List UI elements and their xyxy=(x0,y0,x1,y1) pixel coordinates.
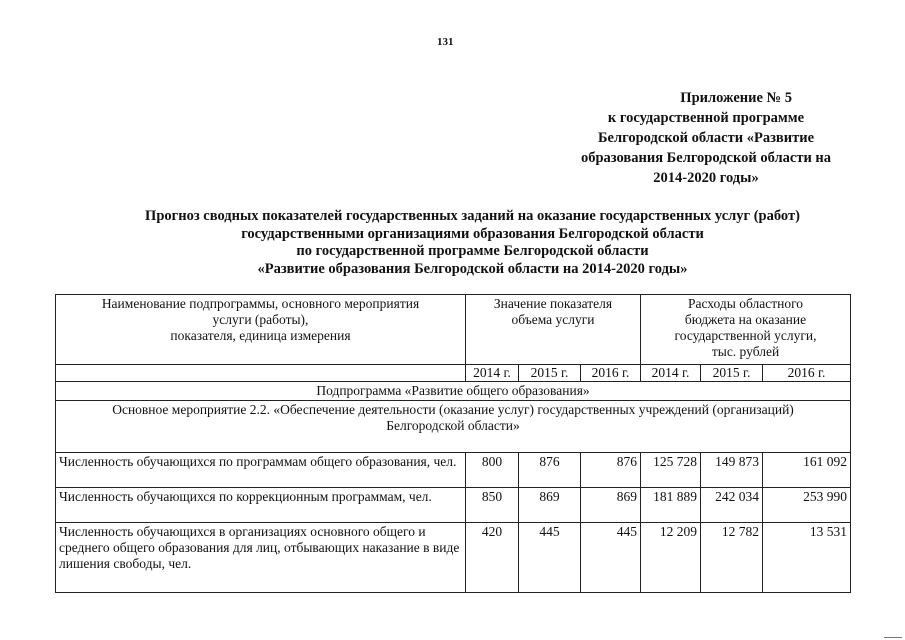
table-row xyxy=(56,453,851,488)
appendix-line: Приложение № 5 xyxy=(680,90,792,106)
header-line: услуги (работы), xyxy=(212,312,309,327)
subprogram-cell: Подпрограмма «Развитие общего образования» xyxy=(56,382,851,401)
volume-2015: 869 xyxy=(519,488,581,523)
row-label: Численность обучающихся по коррекционным программам, чел. xyxy=(56,488,466,523)
subprogram-row xyxy=(56,382,851,401)
empty-cell xyxy=(56,365,466,382)
volume-2015: 876 xyxy=(519,453,581,488)
appendix-heading xyxy=(560,88,852,188)
row-label: Численность обучающихся в организациях основного общего и среднего общего образования для лиц, отбывающих наказание в виде лишения свободы, чел. xyxy=(56,523,466,593)
main-event-line: Основное мероприятие 2.2. «Обеспечение деятельности (оказание услуг) государственных учреждений (организаций) xyxy=(112,402,794,417)
page-number: 131 xyxy=(437,36,454,48)
year-cell: 2014 г. xyxy=(641,365,701,382)
title-line: государственными организациями образования Белгородской области xyxy=(241,225,704,242)
appendix-line: к государственной программе xyxy=(607,110,805,126)
expense-2015: 12 782 xyxy=(701,523,763,593)
header-line: Расходы областного xyxy=(687,296,804,311)
volume-2014: 850 xyxy=(466,488,519,523)
appendix-line: 2014-2020 годы» xyxy=(653,170,759,186)
year-cell: 2016 г. xyxy=(581,365,641,382)
header-name-cell xyxy=(56,295,466,365)
header-line: Значение показателя xyxy=(493,296,613,311)
years-row xyxy=(56,365,851,382)
expense-2015: 242 034 xyxy=(701,488,763,523)
appendix-line: образования Белгородской области на xyxy=(580,150,832,166)
header-line: объема услуги xyxy=(511,312,595,327)
table-row xyxy=(56,488,851,523)
main-event-line: Белгородской области» xyxy=(386,418,520,433)
indicators-table xyxy=(55,294,851,593)
year-cell: 2015 г. xyxy=(701,365,763,382)
year-cell: 2015 г. xyxy=(519,365,581,382)
appendix-line: Белгородской области «Развитие xyxy=(597,130,815,146)
volume-2014: 420 xyxy=(466,523,519,593)
header-line: государственной услуги, xyxy=(674,328,817,343)
expense-2014: 125 728 xyxy=(641,453,701,488)
main-event-row xyxy=(56,401,851,453)
scan-edge-mark xyxy=(884,637,902,638)
expense-2015: 149 873 xyxy=(701,453,763,488)
expense-2016: 253 990 xyxy=(763,488,851,523)
title-line: Прогноз сводных показателей государственных заданий на оказание государственных услуг (работ) xyxy=(145,208,800,224)
table-row xyxy=(56,523,851,593)
header-line: Наименование подпрограммы, основного мероприятия xyxy=(101,296,420,311)
document-title xyxy=(60,208,885,278)
year-cell: 2014 г. xyxy=(466,365,519,382)
volume-2016: 876 xyxy=(581,453,641,488)
year-cell: 2016 г. xyxy=(763,365,851,382)
volume-2016: 869 xyxy=(581,488,641,523)
expense-2014: 181 889 xyxy=(641,488,701,523)
expense-2016: 161 092 xyxy=(763,453,851,488)
expense-2016: 13 531 xyxy=(763,523,851,593)
title-line: «Развитие образования Белгородской области на 2014-2020 годы» xyxy=(257,260,688,277)
row-label: Численность обучающихся по программам общего образования, чел. xyxy=(56,453,466,488)
header-line: показателя, единица измерения xyxy=(170,328,351,343)
header-volume-cell xyxy=(466,295,641,365)
title-line: по государственной программе Белгородской области xyxy=(296,243,649,259)
main-event-cell xyxy=(56,401,851,453)
expense-2014: 12 209 xyxy=(641,523,701,593)
volume-2016: 445 xyxy=(581,523,641,593)
volume-2015: 445 xyxy=(519,523,581,593)
volume-2014: 800 xyxy=(466,453,519,488)
table-header-row xyxy=(56,295,851,365)
header-line: тыс. рублей xyxy=(711,344,780,359)
header-line: бюджета на оказание xyxy=(684,312,807,327)
header-expenses-cell xyxy=(641,295,851,365)
